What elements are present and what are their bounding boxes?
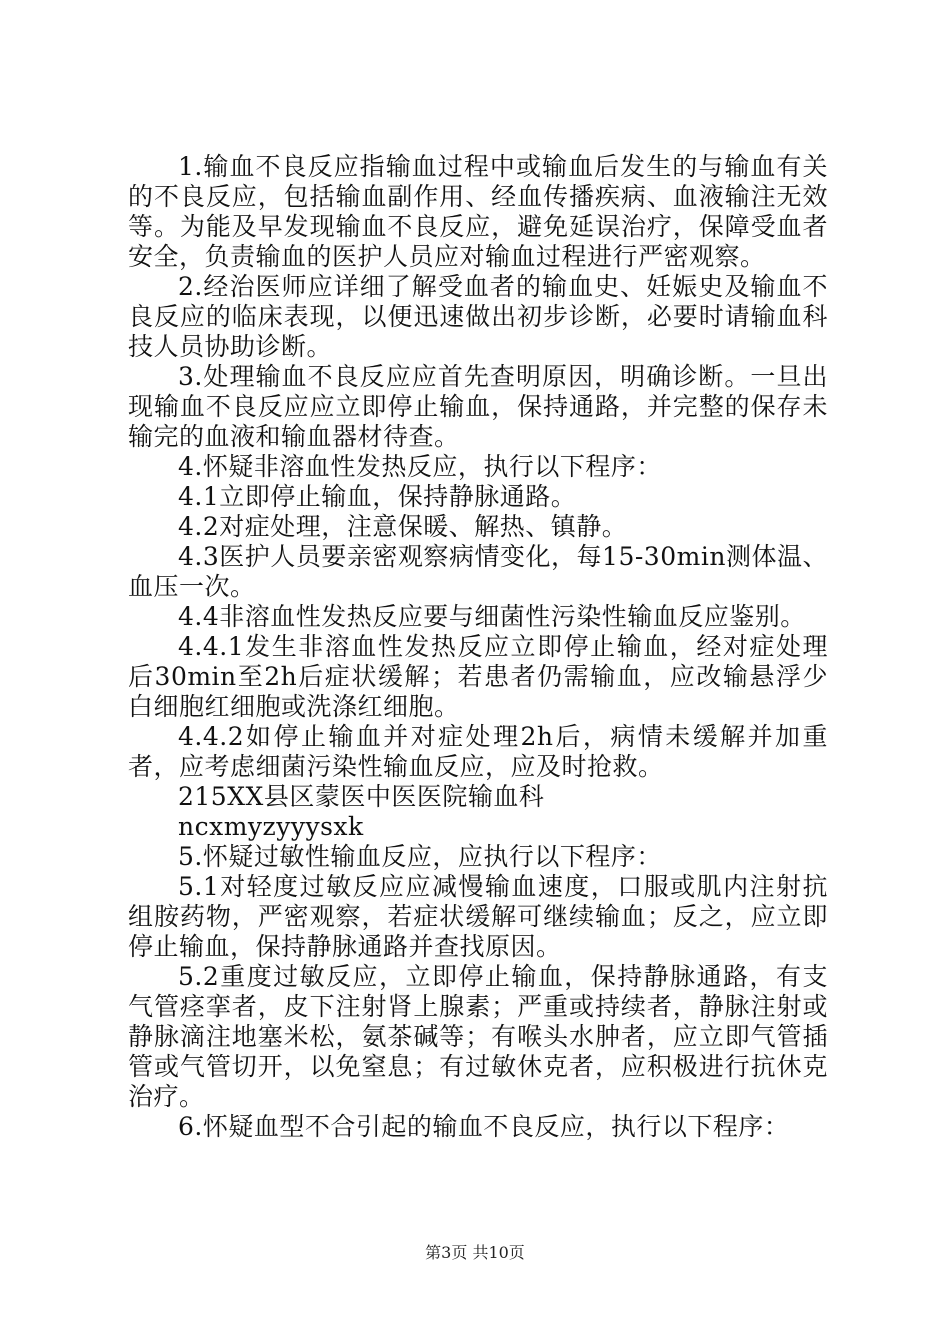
paragraph-4-4-2: 4.4.2如停止输血并对症处理2h后，病情未缓解并加重者，应考虑细菌污染性输血反应，应及时抢救。: [128, 722, 828, 781]
paragraph-4-1: 4.1立即停止输血，保持静脉通路。: [178, 482, 577, 511]
page-footer: [0, 1243, 950, 1263]
document-body: [128, 152, 828, 1142]
paragraph-2: 2.经治医师应详细了解受血者的输血史、妊娠史及输血不良反应的临床表现，以便迅速做出初步诊断，必要时请输血科技人员协助诊断。: [128, 272, 828, 361]
paragraph-4-3: 4.3医护人员要亲密观察病情变化，每15-30min测体温、血压一次。: [128, 542, 828, 601]
institution-code-line: ncxmyzyyysxk: [178, 812, 364, 841]
paragraph-4-4: 4.4非溶血性发热反应要与细菌性污染性输血反应鉴别。: [178, 602, 806, 631]
paragraph-1: 1.输血不良反应指输血过程中或输血后发生的与输血有关的不良反应，包括输血副作用、经血传播疾病、血液输注无效等。为能及早发现输血不良反应，避免延误治疗，保障受血者安全，负责输血的医护人员应对输血过程进行严密观察。: [128, 152, 828, 271]
paragraph-3: 3.处理输血不良反应应首先查明原因，明确诊断。一旦出现输血不良反应应立即停止输血，保持通路，并完整的保存未输完的血液和输血器材待查。: [128, 362, 828, 451]
paragraph-4-4-1: 4.4.1发生非溶血性发热反应立即停止输血，经对症处理后30min至2h后症状缓解；若患者仍需输血，应改输悬浮少白细胞红细胞或洗涤红细胞。: [128, 632, 828, 721]
paragraph-4: 4.怀疑非溶血性发热反应，执行以下程序：: [178, 452, 662, 481]
paragraph-5-2: 5.2重度过敏反应，立即停止输血，保持静脉通路，有支气管痉挛者，皮下注射肾上腺素；严重或持续者，静脉注射或静脉滴注地塞米松，氨茶碱等；有喉头水肿者，应立即气管插管或气管切开，以免窒息；有过敏休克者，应积极进行抗休克治疗。: [128, 962, 828, 1111]
paragraph-5-1: 5.1对轻度过敏反应应减慢输血速度，口服或肌内注射抗组胺药物，严密观察，若症状缓解可继续输血；反之，应立即停止输血，保持静脉通路并查找原因。: [128, 872, 828, 961]
paragraph-5: 5.怀疑过敏性输血反应，应执行以下程序：: [178, 842, 662, 871]
paragraph-6: 6.怀疑血型不合引起的输血不良反应，执行以下程序：: [178, 1112, 790, 1141]
page-number-label: 第3页 共10页: [425, 1243, 525, 1262]
paragraph-4-2: 4.2对症处理，注意保暖、解热、镇静。: [178, 512, 628, 541]
institution-line: 215XX县区蒙医中医医院输血科: [178, 782, 545, 811]
